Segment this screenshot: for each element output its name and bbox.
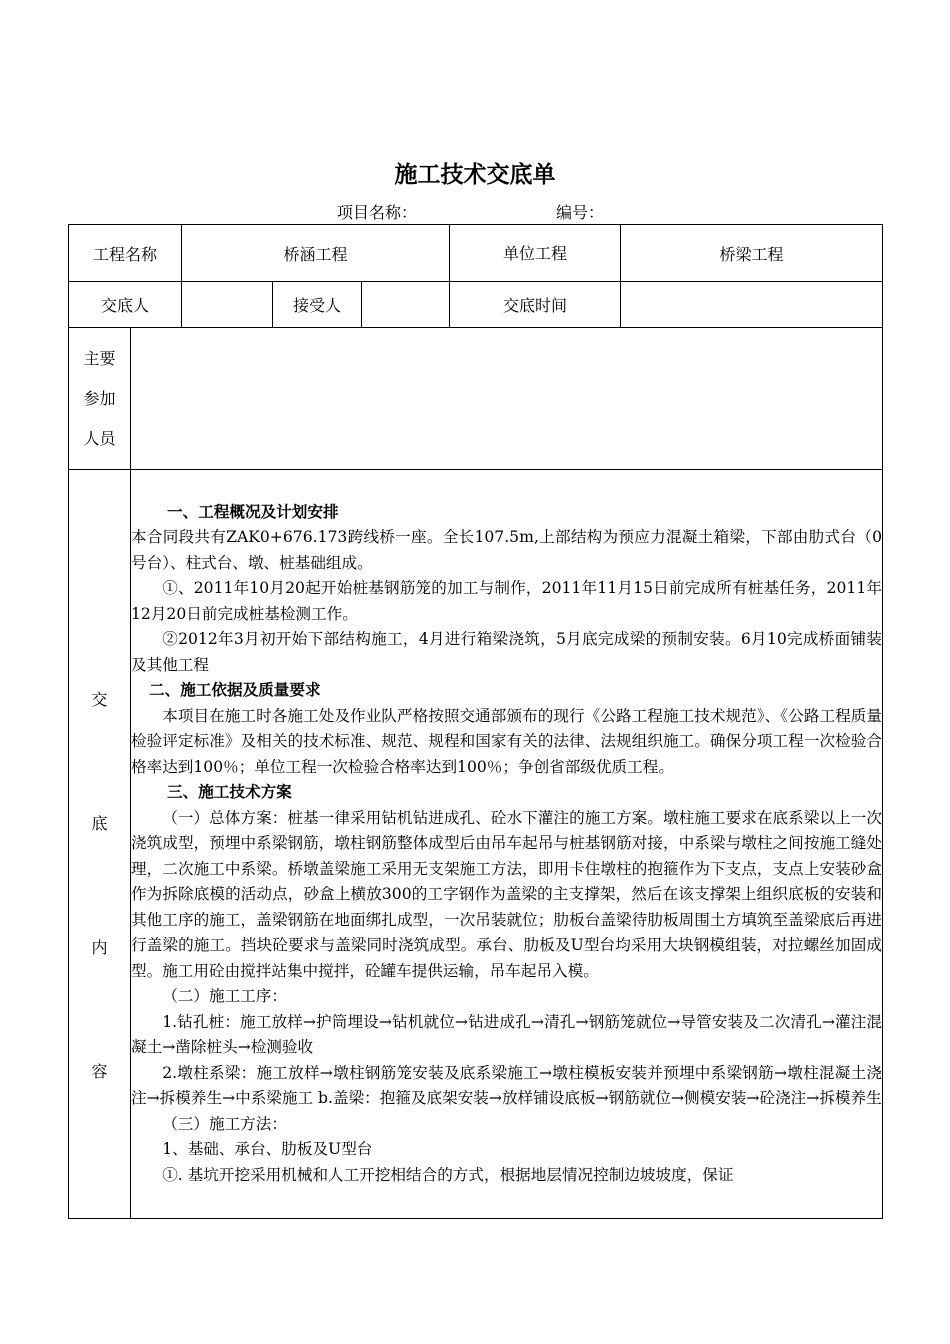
section-3-paragraph: ①. 基坑开挖采用机械和人工开挖相结合的方式，根据地层情况控制边坡坡度，保证 <box>162 1165 734 1184</box>
content-label-char: 底 <box>91 814 108 833</box>
section-3-paragraph: 1、基础、承台、肋板及U型台 <box>162 1140 373 1159</box>
section-3-paragraph: 1.钻孔桩：施工放样→护筒埋设→钻机就位→钻进成孔→清孔→钢筋笼就位→导管安装及二次清孔→灌注混凝土→凿除桩头→检测验收 <box>131 1012 883 1057</box>
content-label-char: 内 <box>91 938 108 957</box>
handover-person-header: 交底人 <box>69 282 182 328</box>
project-name-value: 桥涵工程 <box>182 225 450 282</box>
section-2-title: 二、施工依据及质量要求 <box>149 681 321 700</box>
receiver-header: 接受人 <box>273 282 362 328</box>
participants-label-line: 主要 <box>83 348 116 368</box>
section-3-title: 三、施工技术方案 <box>167 783 292 802</box>
document-title: 施工技术交底单 <box>394 161 556 188</box>
unit-project-value: 桥梁工程 <box>621 225 883 282</box>
section-3-paragraph: （二）施工工序： <box>162 987 287 1006</box>
project-name-header: 工程名称 <box>69 225 182 282</box>
section-1-paragraph: 本合同段共有ZAK0+676.173跨线桥一座。全长107.5m,上部结构为预应力混凝土箱梁，下部由肋式台（0号台）、柱式台、墩、桩基础组成。 <box>131 528 883 572</box>
participants-label-line: 人员 <box>83 428 116 448</box>
section-1-paragraph: ①、2011年10月20起开始桩基钢筋笼的加工与制作，2011年11月15日前完成所有桩基任务，2011年12月20日前完成桩基检测工作。 <box>131 579 883 623</box>
project-name-label: 项目名称： <box>337 203 418 222</box>
handover-time-header: 交底时间 <box>450 282 621 328</box>
number-label: 编号： <box>556 203 605 222</box>
handover-time-value <box>621 282 883 328</box>
participants-value <box>131 328 883 470</box>
participants-label-line: 参加 <box>83 388 116 408</box>
content-label-char: 容 <box>91 1062 108 1081</box>
unit-project-header: 单位工程 <box>450 225 621 282</box>
section-1-paragraph: ②2012年3月初开始下部结构施工，4月进行箱梁浇筑，5月底完成梁的预制安装。6月10完成桥面铺装及其他工程 <box>131 630 883 674</box>
section-3-paragraph: （三）施工方法： <box>162 1114 287 1133</box>
receiver-value <box>362 282 450 328</box>
section-3-paragraph: 2.墩柱系梁：施工放样→墩柱钢筋笼安装及底系梁施工→墩柱模板安装并预埋中系梁钢筋→墩柱混凝土浇注→拆模养生→中系梁施工 b.盖梁：抱箍及底架安装→放样铺设底板→钢筋就位→侧模安装→砼浇注→拆模养生 <box>131 1063 883 1108</box>
content-header <box>69 470 131 1219</box>
section-3-paragraph: （一）总体方案：桩基一律采用钻机钻进成孔、砼水下灌注的施工方案。墩柱施工要求在底系梁以上一次浇筑成型，预埋中系梁钢筋，墩柱钢筋整体成型后由吊车起吊与桩基钢筋对接，中系梁与墩柱之间按施工缝处理，二次施工中系梁。桥墩盖梁施工采用无支架施工方法，即用卡住墩柱的抱箍作为下支点，支点上安装砂盒作为拆除底模的活动点，砂盒上横放300的工字钢作为盖梁的主支撑架，然后在该支撑架上组织底板的安装和其他工序的施工，盖梁钢筋在地面绑扎成型，一次吊装就位；肋板台盖梁待肋板周围土方填筑至盖梁底后再进行盖梁的施工。挡块砼要求与盖梁同时浇筑成型。承台、肋板及U型台均采用大块钢模组装，对拉螺丝加固成型。施工用砼由搅拌站集中搅拌，砼罐车提供运输，吊车起吊入模。 <box>131 808 883 980</box>
content-label-char: 交 <box>91 690 108 709</box>
section-1-title: 一、工程概况及计划安排 <box>167 502 339 521</box>
participants-header <box>69 328 131 470</box>
handover-table <box>68 224 883 1219</box>
section-2-paragraph: 本项目在施工时各施工处及作业队严格按照交通部颁布的现行《公路工程施工技术规范》、《公路工程质量检验评定标准》及相关的技术标准、规范、规程和国家有关的法律、法规组织施工。确保分项工程一次检验合格率达到100％；单位工程一次检验合格率达到100％；争创省部级优质工程。 <box>131 706 883 776</box>
content-body <box>131 470 883 1219</box>
handover-person-value <box>182 282 273 328</box>
